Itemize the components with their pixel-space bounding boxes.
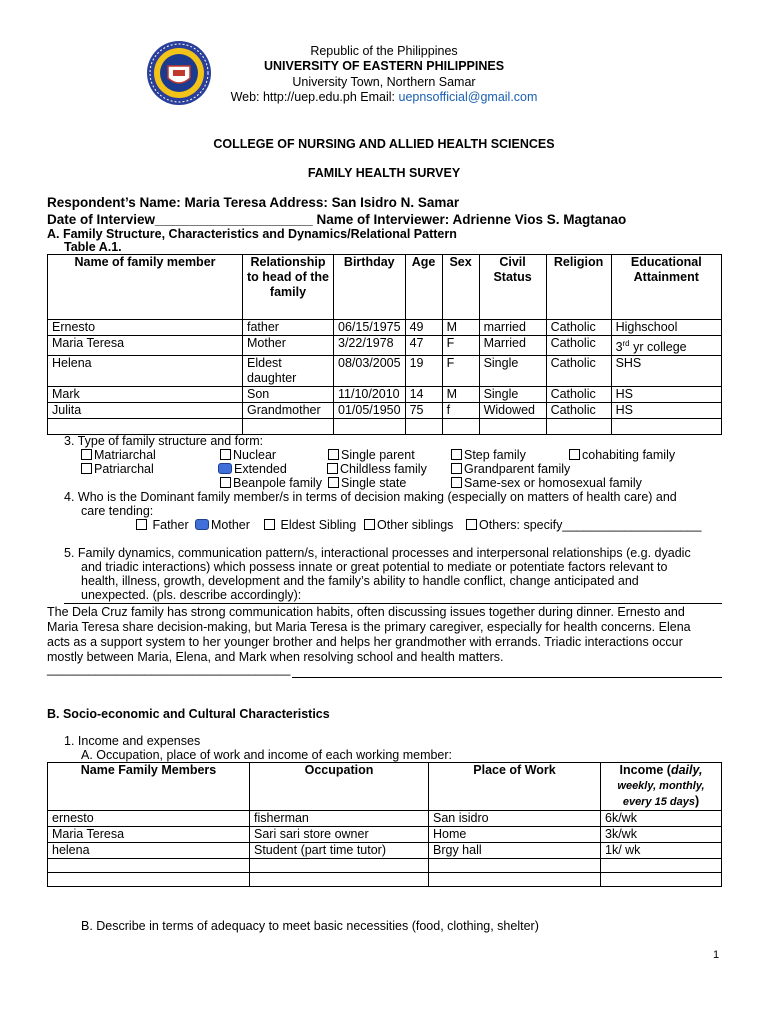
cell: San isidro xyxy=(429,811,601,827)
cell: SHS xyxy=(611,356,721,387)
q5-line4: unexpected. (pls. describe accordingly): xyxy=(81,588,302,602)
option-extended[interactable] xyxy=(218,462,287,476)
table-row xyxy=(48,320,722,336)
col-age: Age xyxy=(405,255,442,320)
checkbox-icon xyxy=(466,519,477,530)
cell: 49 xyxy=(405,320,442,336)
checkbox-icon xyxy=(328,477,339,488)
option-nuclear[interactable] xyxy=(220,448,276,462)
q4-line2: care tending: xyxy=(81,504,154,518)
cell xyxy=(250,873,429,887)
option-grandparent-family[interactable] xyxy=(451,462,570,476)
cell xyxy=(601,859,722,873)
option-label: Patriarchal xyxy=(94,462,154,476)
cell: Catholic xyxy=(546,336,611,356)
cell: 75 xyxy=(405,403,442,419)
option-label: Father xyxy=(152,518,189,532)
option-cohabiting-family[interactable] xyxy=(569,448,675,462)
survey-title: FAMILY HEALTH SURVEY xyxy=(307,166,461,180)
cell xyxy=(405,419,442,435)
col-member-name: Name Family Members xyxy=(48,763,250,811)
cell: Julita xyxy=(48,403,243,419)
answer-rule xyxy=(292,677,722,678)
checkbox-icon xyxy=(327,463,338,474)
option-label: cohabiting family xyxy=(582,448,676,462)
cell: Helena xyxy=(48,356,243,387)
answer-line: acts as a support system to her younger brother and helps her grandmother with errands. Triadic interactions occur xyxy=(47,635,683,649)
table-header-row xyxy=(48,763,722,811)
table-row xyxy=(48,336,722,356)
checkbox-icon xyxy=(81,463,92,474)
income-header-close: ) xyxy=(695,794,700,808)
q5-answer xyxy=(47,605,727,665)
col-sex: Sex xyxy=(442,255,479,320)
cell: 19 xyxy=(405,356,442,387)
option-label: Eldest Sibling xyxy=(280,518,357,532)
checkbox-icon xyxy=(220,477,231,488)
table-row xyxy=(48,843,722,859)
option-single-state[interactable] xyxy=(328,476,406,490)
cell xyxy=(48,419,243,435)
option-label: Grandparent family xyxy=(464,462,571,476)
web-email-line xyxy=(0,90,768,104)
cell: Single xyxy=(479,387,546,403)
checkbox-icon xyxy=(569,449,580,460)
cell xyxy=(48,859,250,873)
option-label: Single state xyxy=(341,476,407,490)
cell xyxy=(442,419,479,435)
cell: Home xyxy=(429,827,601,843)
option-label: Single parent xyxy=(341,448,415,462)
col-name: Name of family member xyxy=(48,255,243,320)
option-label: Nuclear xyxy=(233,448,277,462)
table-row xyxy=(48,811,722,827)
b1b-label: B. Describe in terms of adequacy to meet basic necessities (food, clothing, shelter) xyxy=(81,919,539,933)
cell: Catholic xyxy=(546,356,611,387)
cell: Single xyxy=(479,356,546,387)
answer-line: The Dela Cruz family has strong communication habits, often discussing issues together during dinner. Ernesto and xyxy=(47,605,685,619)
cell: 3/22/1978 xyxy=(334,336,406,356)
option-eldest-sibling[interactable] xyxy=(264,518,356,532)
b1a-label: A. Occupation, place of work and income of each working member: xyxy=(81,748,453,762)
cell: fisherman xyxy=(250,811,429,827)
cell: HS xyxy=(611,387,721,403)
cell: Grandmother xyxy=(243,403,334,419)
col-relationship: Relationship to head of the family xyxy=(243,255,334,320)
cell: 6k/wk xyxy=(601,811,722,827)
cell: Brgy hall xyxy=(429,843,601,859)
cell: 08/03/2005 xyxy=(334,356,406,387)
cell xyxy=(546,419,611,435)
cell: Highschool xyxy=(611,320,721,336)
table-row-empty xyxy=(48,873,722,887)
web-prefix: Web: http://uep.edu.ph Email: xyxy=(230,90,399,104)
table-row-empty xyxy=(48,859,722,873)
table-a1-label: Table A.1. xyxy=(64,240,122,254)
option-label: Others: specify____________________ xyxy=(479,518,702,532)
checkbox-icon xyxy=(328,449,339,460)
page-number: 1 xyxy=(713,949,720,961)
cell: Catholic xyxy=(546,403,611,419)
checked-checkbox-icon xyxy=(195,519,209,530)
cell: father xyxy=(243,320,334,336)
cell: 3rd yr college xyxy=(611,336,721,356)
cell: Eldest daughter xyxy=(243,356,334,387)
q5-line1: 5. Family dynamics, communication pattern/s, interactional processes and interpersonal relationships (e.g. dyadic xyxy=(64,546,691,560)
option-label: Childless family xyxy=(340,462,427,476)
checkbox-icon xyxy=(451,449,462,460)
answer-line: Maria Teresa share decision-making, but Maria Teresa is the primary caregiver, especially for health concerns. Elena xyxy=(47,620,691,634)
option-matriarchal[interactable] xyxy=(81,448,156,462)
table-row xyxy=(48,387,722,403)
q5-line3: health, illness, growth, development and the family’s ability to handle conflict, change anticipated and xyxy=(81,574,639,588)
col-birthday: Birthday xyxy=(334,255,406,320)
cell: HS xyxy=(611,403,721,419)
university-location: University Town, Northern Samar xyxy=(292,75,476,89)
cell: Student (part time tutor) xyxy=(250,843,429,859)
cell: Catholic xyxy=(546,387,611,403)
cell: 47 xyxy=(405,336,442,356)
table-row xyxy=(48,827,722,843)
republic-line: Republic of the Philippines xyxy=(310,44,458,58)
cell: f xyxy=(442,403,479,419)
income-header-text: Income ( xyxy=(619,763,671,777)
col-income xyxy=(601,763,722,811)
interview-line: Date of Interview_____________________ Name of Interviewer: Adrienne Vios S. Magtanao xyxy=(47,212,627,227)
checked-checkbox-icon xyxy=(218,463,232,474)
option-mother[interactable] xyxy=(195,518,250,532)
cell: ernesto xyxy=(48,811,250,827)
cell xyxy=(250,859,429,873)
cell: Maria Teresa xyxy=(48,336,243,356)
email-link[interactable]: uepnsofficial@gmail.com xyxy=(398,90,538,104)
table-header-row xyxy=(48,255,722,320)
cell xyxy=(429,859,601,873)
checkbox-icon xyxy=(136,519,147,530)
option-other-siblings[interactable] xyxy=(364,518,453,532)
q5-line2: and triadic interactions) which possess innate or great potential to mediate or potentiate factors relevant to xyxy=(81,560,668,574)
section-a-title: A. Family Structure, Characteristics and Dynamics/Relational Pattern xyxy=(47,227,457,241)
family-members-table xyxy=(47,254,722,435)
cell: 14 xyxy=(405,387,442,403)
option-father[interactable] xyxy=(136,518,189,532)
col-occupation: Occupation xyxy=(250,763,429,811)
income-table xyxy=(47,762,722,887)
option-label: Same-sex or homosexual family xyxy=(464,476,642,490)
cell: 3k/wk xyxy=(601,827,722,843)
cell: Ernesto xyxy=(48,320,243,336)
income-header-every15: every 15 days xyxy=(622,796,695,808)
answer-line: mostly between Maria, Elena, and Mark when resolving school and health matters. xyxy=(47,650,504,664)
option-label: Other siblings xyxy=(377,518,454,532)
cell: married xyxy=(479,320,546,336)
cell: Sari sari store owner xyxy=(250,827,429,843)
option-patriarchal[interactable] xyxy=(81,462,154,476)
university-name: UNIVERSITY OF EASTERN PHILIPPINES xyxy=(263,59,505,73)
cell: F xyxy=(442,336,479,356)
college-name: COLLEGE OF NURSING AND ALLIED HEALTH SCIENCES xyxy=(213,137,555,151)
option-others-specify[interactable] xyxy=(466,518,701,532)
col-civil-status: Civil Status xyxy=(479,255,546,320)
income-header-weekly: weekly, monthly, xyxy=(617,780,705,792)
cell: 06/15/1975 xyxy=(334,320,406,336)
col-place-of-work: Place of Work xyxy=(429,763,601,811)
section-b-title: B. Socio-economic and Cultural Characteristics xyxy=(47,707,330,721)
cell: 01/05/1950 xyxy=(334,403,406,419)
checkbox-icon xyxy=(81,449,92,460)
cell xyxy=(48,873,250,887)
cell: 11/10/2010 xyxy=(334,387,406,403)
col-religion: Religion xyxy=(546,255,611,320)
cell: M xyxy=(442,320,479,336)
table-row xyxy=(48,356,722,387)
cell: 1k/ wk xyxy=(601,843,722,859)
checkbox-icon xyxy=(364,519,375,530)
cell: Mother xyxy=(243,336,334,356)
cell xyxy=(479,419,546,435)
option-label: Beanpole family xyxy=(233,476,322,490)
option-step-family[interactable] xyxy=(451,448,526,462)
table-row-empty xyxy=(48,419,722,435)
option-label: Extended xyxy=(234,462,287,476)
col-education: Educational Attainment xyxy=(611,255,721,320)
q3-label: 3. Type of family structure and form: xyxy=(64,434,264,448)
cell: Catholic xyxy=(546,320,611,336)
cell xyxy=(334,419,406,435)
cell: Maria Teresa xyxy=(48,827,250,843)
q4-line1: 4. Who is the Dominant family member/s in terms of decision making (especially on matters of health care) and xyxy=(64,490,677,504)
checkbox-icon xyxy=(264,519,275,530)
option-label: Matriarchal xyxy=(94,448,156,462)
cell xyxy=(601,873,722,887)
checkbox-icon xyxy=(220,449,231,460)
answer-tail-underline: ___________________________________ xyxy=(47,662,291,676)
cell: Mark xyxy=(48,387,243,403)
option-single-parent[interactable] xyxy=(328,448,415,462)
cell: F xyxy=(442,356,479,387)
respondent-line: Respondent’s Name: Maria Teresa Address: San Isidro N. Samar xyxy=(47,195,460,210)
cell: Son xyxy=(243,387,334,403)
checkbox-icon xyxy=(451,463,462,474)
income-header-daily: daily, xyxy=(670,763,703,777)
cell: M xyxy=(442,387,479,403)
option-childless-family[interactable] xyxy=(327,462,427,476)
option-label: Step family xyxy=(464,448,526,462)
table-row xyxy=(48,403,722,419)
cell: helena xyxy=(48,843,250,859)
cell xyxy=(611,419,721,435)
option-beanpole-family[interactable] xyxy=(220,476,322,490)
answer-rule xyxy=(64,603,722,604)
b1-label: 1. Income and expenses xyxy=(64,734,201,748)
option-label: Mother xyxy=(211,518,250,532)
cell: Widowed xyxy=(479,403,546,419)
cell: Married xyxy=(479,336,546,356)
cell xyxy=(243,419,334,435)
option-same-sex-family[interactable] xyxy=(451,476,642,490)
checkbox-icon xyxy=(451,477,462,488)
cell xyxy=(429,873,601,887)
